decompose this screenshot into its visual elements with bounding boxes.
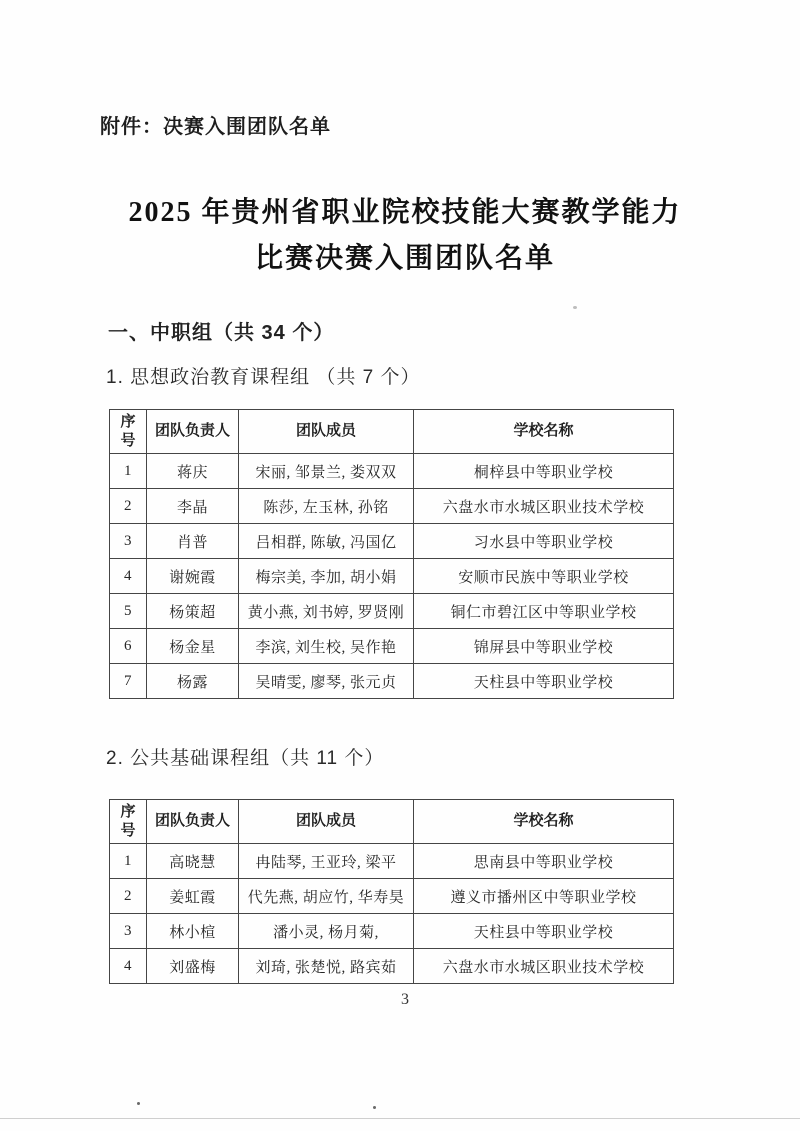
row-number: 1 — [110, 454, 147, 489]
team-members-cell: 代先燕, 胡应竹, 华寿昊 — [239, 879, 414, 914]
table-row — [110, 914, 674, 949]
scan-artifact-speck — [137, 1102, 140, 1105]
team-members-cell: 宋丽, 邹景兰, 娄双双 — [239, 454, 414, 489]
school-name-cell: 六盘水市水城区职业技术学校 — [414, 949, 674, 984]
table-row — [110, 594, 674, 629]
table-row — [110, 629, 674, 664]
column-header-team-members: 团队成员 — [239, 800, 414, 844]
page-number: 3 — [401, 991, 409, 1008]
team-leader-cell: 杨策超 — [147, 594, 239, 629]
team-members-cell: 李滨, 刘生校, 吴作艳 — [239, 629, 414, 664]
team-leader-cell: 蒋庆 — [147, 454, 239, 489]
school-name-cell: 安顺市民族中等职业学校 — [414, 559, 674, 594]
team-leader-cell: 李晶 — [147, 489, 239, 524]
document-title-line-1: 2025 年贵州省职业院校技能大赛教学能力 — [128, 197, 682, 228]
team-members-cell: 梅宗美, 李加, 胡小娟 — [239, 559, 414, 594]
team-members-cell: 冉陆琴, 王亚玲, 梁平 — [239, 844, 414, 879]
row-number: 3 — [110, 914, 147, 949]
table-header-row — [110, 410, 674, 454]
table-row — [110, 559, 674, 594]
team-members-cell: 刘琦, 张楚悦, 路宾茹 — [239, 949, 414, 984]
table-row — [110, 454, 674, 489]
table-row — [110, 664, 674, 699]
finalist-table-public-basic-courses — [109, 799, 674, 984]
column-header-school-name: 学校名称 — [414, 410, 674, 454]
document-title — [0, 190, 800, 282]
row-number: 2 — [110, 489, 147, 524]
table-row — [110, 949, 674, 984]
table-row — [110, 489, 674, 524]
team-leader-cell: 姜虹霞 — [147, 879, 239, 914]
column-header-index: 序号 — [110, 800, 147, 844]
column-header-team-leader: 团队负责人 — [147, 410, 239, 454]
team-leader-cell: 刘盛梅 — [147, 949, 239, 984]
school-name-cell: 铜仁市碧江区中等职业学校 — [414, 594, 674, 629]
row-number: 5 — [110, 594, 147, 629]
team-members-cell: 吕相群, 陈敏, 冯国亿 — [239, 524, 414, 559]
table-header-row — [110, 800, 674, 844]
row-number: 2 — [110, 879, 147, 914]
team-members-cell: 黄小燕, 刘书婷, 罗贤刚 — [239, 594, 414, 629]
row-number: 7 — [110, 664, 147, 699]
school-name-cell: 遵义市播州区中等职业学校 — [414, 879, 674, 914]
table-header — [110, 800, 674, 844]
subsection-heading-public-basic-courses-group: 2. 公共基础课程组（共 11 个） — [106, 748, 385, 769]
school-name-cell: 天柱县中等职业学校 — [414, 914, 674, 949]
row-number: 3 — [110, 524, 147, 559]
row-number: 4 — [110, 559, 147, 594]
finalist-table-ideological-politics — [109, 409, 674, 699]
table-row — [110, 879, 674, 914]
row-number: 1 — [110, 844, 147, 879]
attachment-label: 附件：决赛入围团队名单 — [100, 116, 331, 138]
document-title-line-2: 比赛决赛入围团队名单 — [254, 243, 555, 274]
column-header-index: 序号 — [110, 410, 147, 454]
section-heading-zhongzhi-group: 一、中职组（共 34 个） — [108, 322, 335, 344]
subsection-heading-ideological-politics-group: 1. 思想政治教育课程组 （共 7 个） — [106, 367, 421, 388]
team-leader-cell: 高晓慧 — [147, 844, 239, 879]
table-row — [110, 844, 674, 879]
school-name-cell: 习水县中等职业学校 — [414, 524, 674, 559]
school-name-cell: 六盘水市水城区职业技术学校 — [414, 489, 674, 524]
table-body — [110, 844, 674, 984]
team-members-cell: 潘小灵, 杨月菊, — [239, 914, 414, 949]
team-leader-cell: 肖普 — [147, 524, 239, 559]
school-name-cell: 锦屏县中等职业学校 — [414, 629, 674, 664]
table-body — [110, 454, 674, 699]
scan-artifact-speck — [573, 306, 577, 309]
scan-artifact-speck — [373, 1106, 376, 1109]
table-row — [110, 524, 674, 559]
school-name-cell: 思南县中等职业学校 — [414, 844, 674, 879]
column-header-team-leader: 团队负责人 — [147, 800, 239, 844]
school-name-cell: 桐梓县中等职业学校 — [414, 454, 674, 489]
team-leader-cell: 杨金星 — [147, 629, 239, 664]
team-members-cell: 吴晴雯, 廖琴, 张元贞 — [239, 664, 414, 699]
row-number: 4 — [110, 949, 147, 984]
team-leader-cell: 林小楦 — [147, 914, 239, 949]
row-number: 6 — [110, 629, 147, 664]
scan-artifact-line — [0, 1118, 800, 1119]
team-leader-cell: 杨露 — [147, 664, 239, 699]
column-header-school-name: 学校名称 — [414, 800, 674, 844]
team-leader-cell: 谢婉霞 — [147, 559, 239, 594]
column-header-team-members: 团队成员 — [239, 410, 414, 454]
team-members-cell: 陈莎, 左玉林, 孙铭 — [239, 489, 414, 524]
school-name-cell: 天柱县中等职业学校 — [414, 664, 674, 699]
table-header — [110, 410, 674, 454]
